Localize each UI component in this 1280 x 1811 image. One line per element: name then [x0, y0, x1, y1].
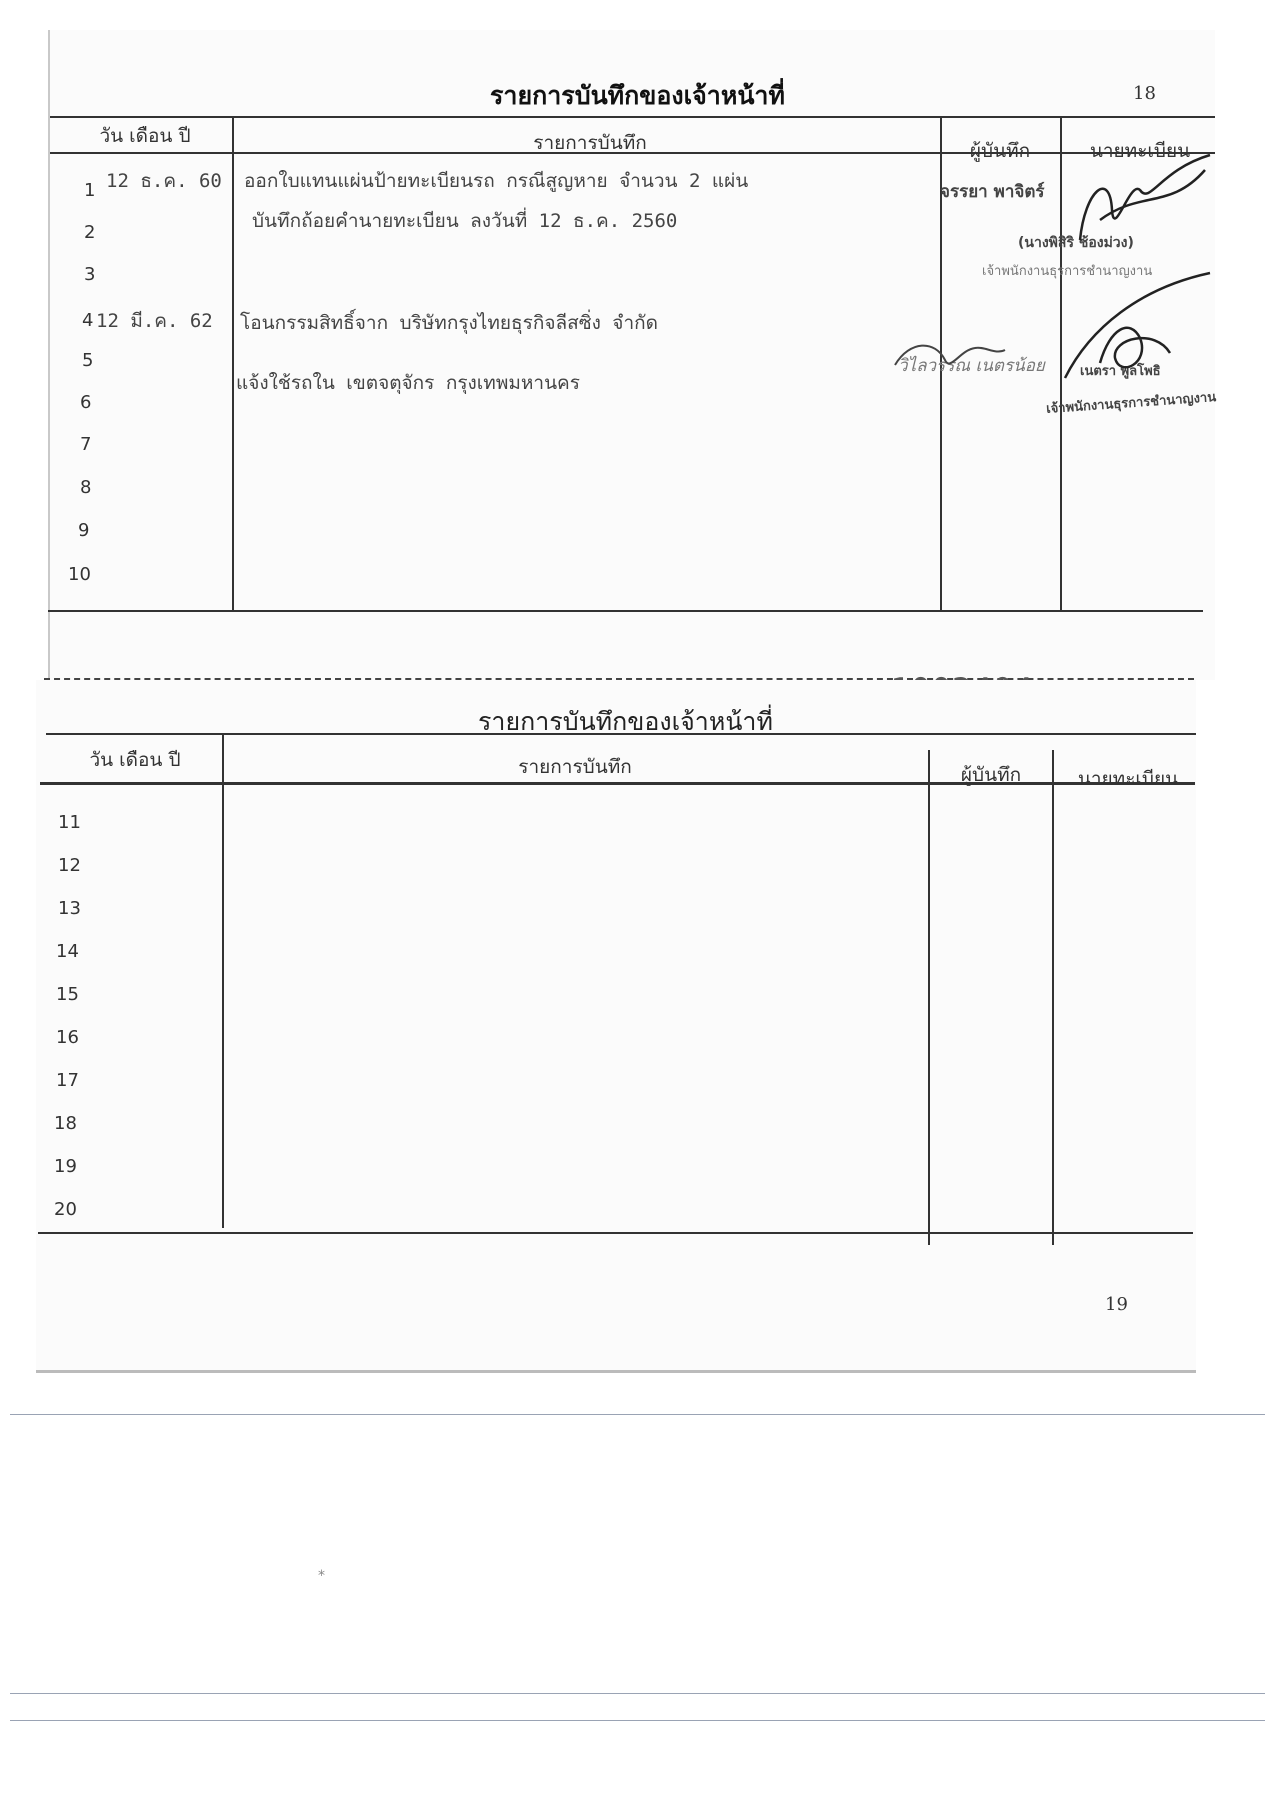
entry-1-line-2: บันทึกถ้อยคำนายทะเบียน ลงวันที่ 12 ธ.ค. 2560 — [252, 210, 678, 232]
recorder-signature-2 — [890, 330, 1010, 380]
scan-line — [10, 1720, 1265, 1721]
lower-row-number: 19 — [54, 1156, 77, 1177]
entry-2-date: 12 มี.ค. 62 — [96, 310, 213, 332]
lower-row-number: 17 — [56, 1070, 79, 1091]
upper-page-title: รายการบันทึกของเจ้าหน้าที่ — [490, 81, 785, 110]
lower-date-col-divider — [222, 733, 224, 1228]
upper-row-number: 5 — [82, 350, 94, 371]
upper-header-top-rule — [50, 116, 1215, 118]
upper-row-number: 6 — [80, 392, 92, 413]
lower-row-number: 20 — [54, 1199, 77, 1220]
lower-header-top-rule — [46, 733, 1196, 735]
registrar-stamp-1-title: เจ้าพนักงานธุรการชำนาญงาน — [982, 264, 1153, 279]
upper-page-number: 18 — [1133, 83, 1156, 104]
lower-page-title: รายการบันทึกของเจ้าหน้าที่ — [478, 707, 773, 736]
scan-speck: * — [318, 1568, 325, 1584]
entry-2-line-1: โอนกรรมสิทธิ์จาก บริษัทกรุงไทยธุรกิจลีสซิ่ง จำกัด — [240, 312, 658, 334]
upper-row-number: 7 — [80, 434, 92, 455]
scan-line — [10, 1414, 1265, 1415]
upper-header-recorder: ผู้บันทึก — [969, 140, 1031, 162]
entry-1-date: 12 ธ.ค. 60 — [106, 170, 222, 192]
upper-row-number: 9 — [78, 520, 90, 541]
entry-1-line-1: ออกใบแทนแผ่นป้ายทะเบียนรถ กรณีสูญหาย จำนวน 2 แผ่น — [244, 170, 749, 192]
upper-date-col-divider — [232, 116, 234, 612]
registrar-signature-1 — [1040, 150, 1215, 260]
upper-row-number: 8 — [80, 477, 92, 498]
lower-record-col-divider — [928, 750, 930, 1245]
lower-row-number: 11 — [58, 812, 81, 833]
lower-row-number: 14 — [56, 941, 79, 962]
lower-table-bottom-rule — [38, 1232, 1193, 1234]
recorder-stamp-1: จรรยา พาจิตร์ — [940, 182, 1045, 202]
registrar-stamp-2-title: เจ้าพนักงานธุรการชำนาญงาน — [1045, 390, 1217, 417]
upper-header-date: วัน เดือน ปี — [99, 125, 191, 147]
upper-row-number: 10 — [68, 564, 91, 585]
lower-row-number: 15 — [56, 984, 79, 1005]
registrar-stamp-1-name: (นางพิสิริ ช้องม่วง) — [1018, 235, 1134, 251]
lower-row-number: 13 — [58, 898, 81, 919]
upper-row-number: 1 — [84, 180, 96, 201]
entry-2-line-2: แจ้งใช้รถใน เขตจตุจักร กรุงเทพมหานคร — [236, 372, 580, 394]
registrar-signature-2 — [1060, 268, 1215, 408]
recorder-stamp-2: วิไลวรรณ เนตรน้อย — [898, 356, 1045, 376]
scan-line — [10, 1693, 1265, 1694]
registrar-stamp-2-name: เนตรา พูลโพธิ — [1080, 364, 1161, 379]
upper-header-registrar: นายทะเบียน — [1089, 140, 1191, 162]
upper-row-number: 4 — [82, 310, 94, 331]
lower-header-registrar: นายทะเบียน — [1077, 768, 1179, 790]
lower-header-date: วัน เดือน ปี — [89, 749, 181, 771]
lower-row-number: 18 — [54, 1113, 77, 1134]
upper-table-bottom-rule — [48, 610, 1203, 612]
upper-row-number: 2 — [84, 222, 96, 243]
upper-row-number: 3 — [84, 264, 96, 285]
lower-row-number: 12 — [58, 855, 81, 876]
lower-header-record: รายการบันทึก — [518, 756, 632, 778]
lower-row-number: 16 — [56, 1027, 79, 1048]
upper-header-record: รายการบันทึก — [533, 132, 647, 154]
lower-header-recorder: ผู้บันทึก — [960, 764, 1022, 786]
lower-page-number: 19 — [1105, 1294, 1128, 1315]
lower-recorder-col-divider — [1052, 750, 1054, 1245]
